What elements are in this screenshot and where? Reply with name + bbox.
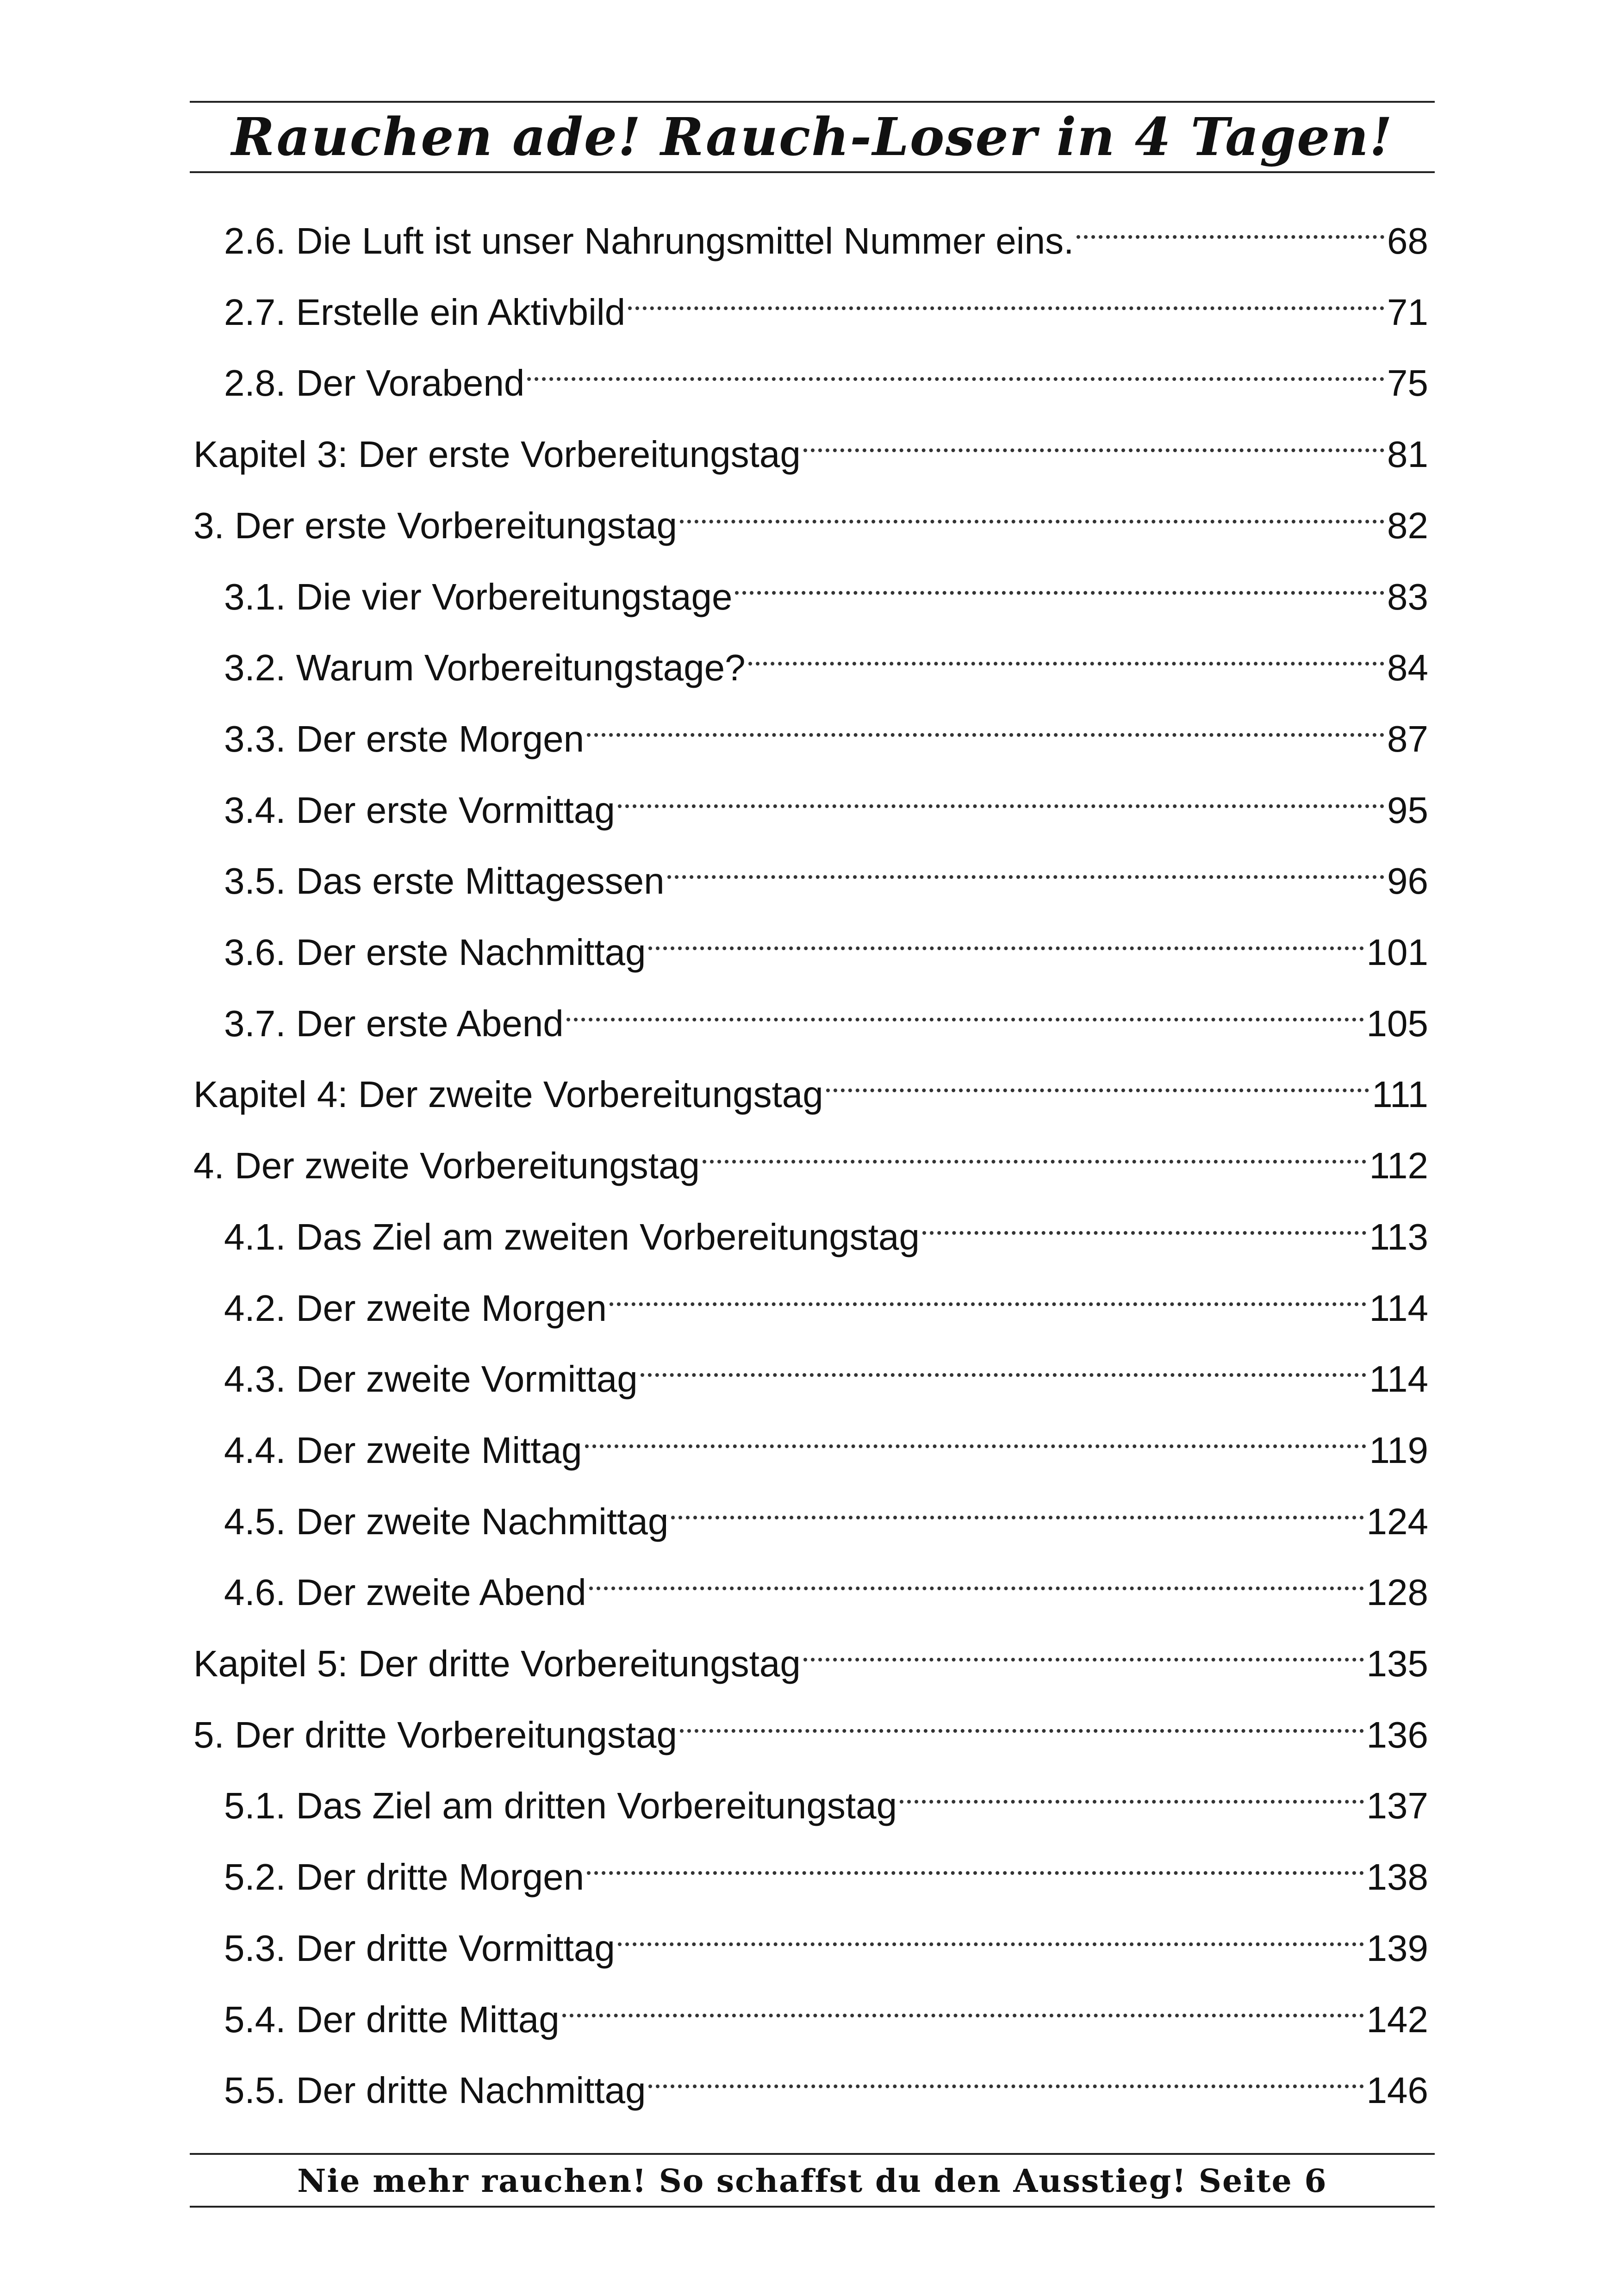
toc-entry[interactable] [224, 554, 1428, 617]
toc-entry[interactable] [224, 1407, 1428, 1471]
toc-entry[interactable] [224, 1763, 1428, 1826]
toc-entry-label: Kapitel 5: Der dritte Vorbereitungstag [193, 1643, 801, 1684]
toc-entry-label: 5.1. Das Ziel am dritten Vorbereitungstag [224, 1785, 897, 1826]
toc-entry-page-number: 138 [1366, 1856, 1428, 1898]
toc-entry-label: 5.4. Der dritte Mittag [224, 1999, 560, 2040]
toc-entry[interactable] [224, 269, 1428, 333]
toc-entry-page-number: 124 [1366, 1501, 1428, 1542]
toc-entry-label: 3.5. Das erste Mittagessen [224, 860, 665, 902]
toc-entry[interactable] [224, 1977, 1428, 2040]
toc-entry-page-number: 71 [1387, 292, 1428, 333]
toc-dot-leader [735, 554, 1384, 610]
toc-dot-leader [610, 1265, 1366, 1321]
toc-entry-page-number: 128 [1366, 1572, 1428, 1613]
toc-entry-label: 4.5. Der zweite Nachmittag [224, 1501, 669, 1542]
toc-entry-page-number: 146 [1366, 2070, 1428, 2111]
toc-entry-label: 3. Der erste Vorbereitungstag [193, 505, 678, 546]
toc-entry-page-number: 136 [1366, 1714, 1428, 1755]
toc-entry-page-number: 112 [1369, 1145, 1428, 1186]
toc-entry-page-number: 111 [1372, 1074, 1428, 1115]
toc-dot-leader [587, 696, 1384, 752]
toc-dot-leader [703, 1123, 1367, 1178]
toc-entry-label: 3.4. Der erste Vormittag [224, 790, 615, 831]
toc-dot-leader [648, 909, 1363, 965]
toc-entry-page-number: 75 [1387, 362, 1428, 404]
toc-entry[interactable] [224, 340, 1428, 404]
toc-entry-page-number: 81 [1387, 434, 1428, 475]
toc-entry-label: 4.3. Der zweite Vormittag [224, 1358, 638, 1400]
toc-entry-label: Kapitel 3: Der erste Vorbereitungstag [193, 434, 801, 475]
toc-entry-page-number: 87 [1387, 718, 1428, 759]
toc-entry-label: 5.5. Der dritte Nachmittag [224, 2070, 646, 2111]
toc-dot-leader [826, 1052, 1369, 1107]
toc-entry-page-number: 96 [1387, 860, 1428, 902]
toc-dot-leader [562, 1977, 1364, 2032]
toc-entry-page-number: 105 [1366, 1003, 1428, 1044]
toc-dot-leader [641, 1336, 1367, 1392]
toc-entry[interactable] [224, 1905, 1428, 1969]
toc-entry[interactable] [193, 1052, 1428, 1115]
toc-dot-leader [1077, 198, 1384, 254]
toc-dot-leader [900, 1763, 1363, 1818]
toc-dot-leader [618, 767, 1384, 823]
toc-entry[interactable] [224, 625, 1428, 688]
toc-entry-label: 5.3. Der dritte Vormittag [224, 1928, 615, 1969]
toc-entry-label: 3.6. Der erste Nachmittag [224, 932, 646, 973]
toc-entry[interactable] [193, 411, 1428, 475]
toc-entry[interactable] [193, 483, 1428, 546]
toc-entry[interactable] [224, 981, 1428, 1044]
toc-entry[interactable] [224, 1549, 1428, 1613]
toc-entry-page-number: 95 [1387, 790, 1428, 831]
toc-entry[interactable] [224, 1194, 1428, 1257]
toc-entry[interactable] [193, 1621, 1428, 1684]
toc-dot-leader [648, 2047, 1363, 2103]
toc-dot-leader [628, 269, 1384, 325]
toc-entry-label: 4.6. Der zweite Abend [224, 1572, 586, 1613]
toc-dot-leader [587, 1834, 1363, 1890]
toc-entry-page-number: 135 [1366, 1643, 1428, 1684]
toc-entry-label: 2.7. Erstelle ein Aktivbild [224, 292, 626, 333]
toc-dot-leader [589, 1549, 1364, 1605]
toc-dot-leader [527, 340, 1384, 396]
toc-entry-page-number: 114 [1369, 1358, 1428, 1400]
toc-entry[interactable] [224, 1479, 1428, 1542]
toc-entry[interactable] [224, 1265, 1428, 1329]
page-footer: Nie mehr rauchen! So schaffst du den Ausstieg! Seite 6 [297, 2163, 1327, 2200]
toc-entry-label: 4.2. Der zweite Morgen [224, 1288, 607, 1329]
toc-entry-label: 3.3. Der erste Morgen [224, 718, 585, 759]
toc-entry-label: 4.4. Der zweite Mittag [224, 1430, 582, 1471]
toc-entry-label: 5. Der dritte Vorbereitungstag [193, 1714, 678, 1755]
toc-entry-label: 4. Der zweite Vorbereitungstag [193, 1145, 700, 1186]
toc-entry[interactable] [224, 838, 1428, 902]
toc-entry-label: 3.1. Die vier Vorbereitungstage [224, 576, 733, 617]
toc-dot-leader [618, 1905, 1364, 1961]
toc-entry-page-number: 139 [1366, 1928, 1428, 1969]
toc-entry-label: 3.7. Der erste Abend [224, 1003, 564, 1044]
toc-entry[interactable] [224, 909, 1428, 973]
toc-dot-leader [922, 1194, 1366, 1250]
toc-entry[interactable] [224, 2047, 1428, 2111]
toc-dot-leader [680, 483, 1384, 538]
toc-entry-label: 2.6. Die Luft ist unser Nahrungsmittel Nummer eins. [224, 220, 1074, 261]
toc-dot-leader [680, 1692, 1363, 1748]
toc-entry-page-number: 84 [1387, 647, 1428, 688]
toc-dot-leader [566, 981, 1364, 1036]
toc-entry[interactable] [224, 1336, 1428, 1400]
toc-entry-label: Kapitel 4: Der zweite Vorbereitungstag [193, 1074, 823, 1115]
toc-entry[interactable] [224, 696, 1428, 759]
toc-entry[interactable] [193, 1123, 1428, 1186]
toc-entry-label: 3.2. Warum Vorbereitungstage? [224, 647, 746, 688]
footer-top-rule [190, 2153, 1435, 2155]
toc-entry[interactable] [193, 1692, 1428, 1755]
toc-dot-leader [667, 838, 1384, 894]
page-header-title: Rauchen ade! Rauch-Loser in 4 Tagen! [231, 107, 1394, 168]
toc-dot-leader [585, 1407, 1367, 1463]
toc-entry-page-number: 114 [1369, 1288, 1428, 1329]
toc-entry-page-number: 113 [1369, 1216, 1428, 1257]
toc-entry[interactable] [224, 198, 1428, 261]
toc-entry-page-number: 137 [1366, 1785, 1428, 1826]
toc-entry-page-number: 142 [1366, 1999, 1428, 2040]
toc-entry-label: 4.1. Das Ziel am zweiten Vorbereitungstag [224, 1216, 920, 1257]
toc-entry-page-number: 83 [1387, 576, 1428, 617]
toc-dot-leader [671, 1479, 1363, 1534]
toc-entry[interactable] [224, 767, 1428, 831]
toc-dot-leader [748, 625, 1384, 680]
footer-bottom-rule [190, 2206, 1435, 2208]
toc-entry[interactable] [224, 1834, 1428, 1898]
toc-dot-leader [803, 1621, 1364, 1676]
toc-entry-label: 2.8. Der Vorabend [224, 362, 525, 404]
toc-entry-page-number: 68 [1387, 220, 1428, 261]
toc-entry-page-number: 101 [1366, 932, 1428, 973]
toc-dot-leader [803, 411, 1384, 467]
toc-entry-page-number: 82 [1387, 505, 1428, 546]
toc-entry-label: 5.2. Der dritte Morgen [224, 1856, 585, 1898]
toc-entry-page-number: 119 [1369, 1430, 1428, 1471]
